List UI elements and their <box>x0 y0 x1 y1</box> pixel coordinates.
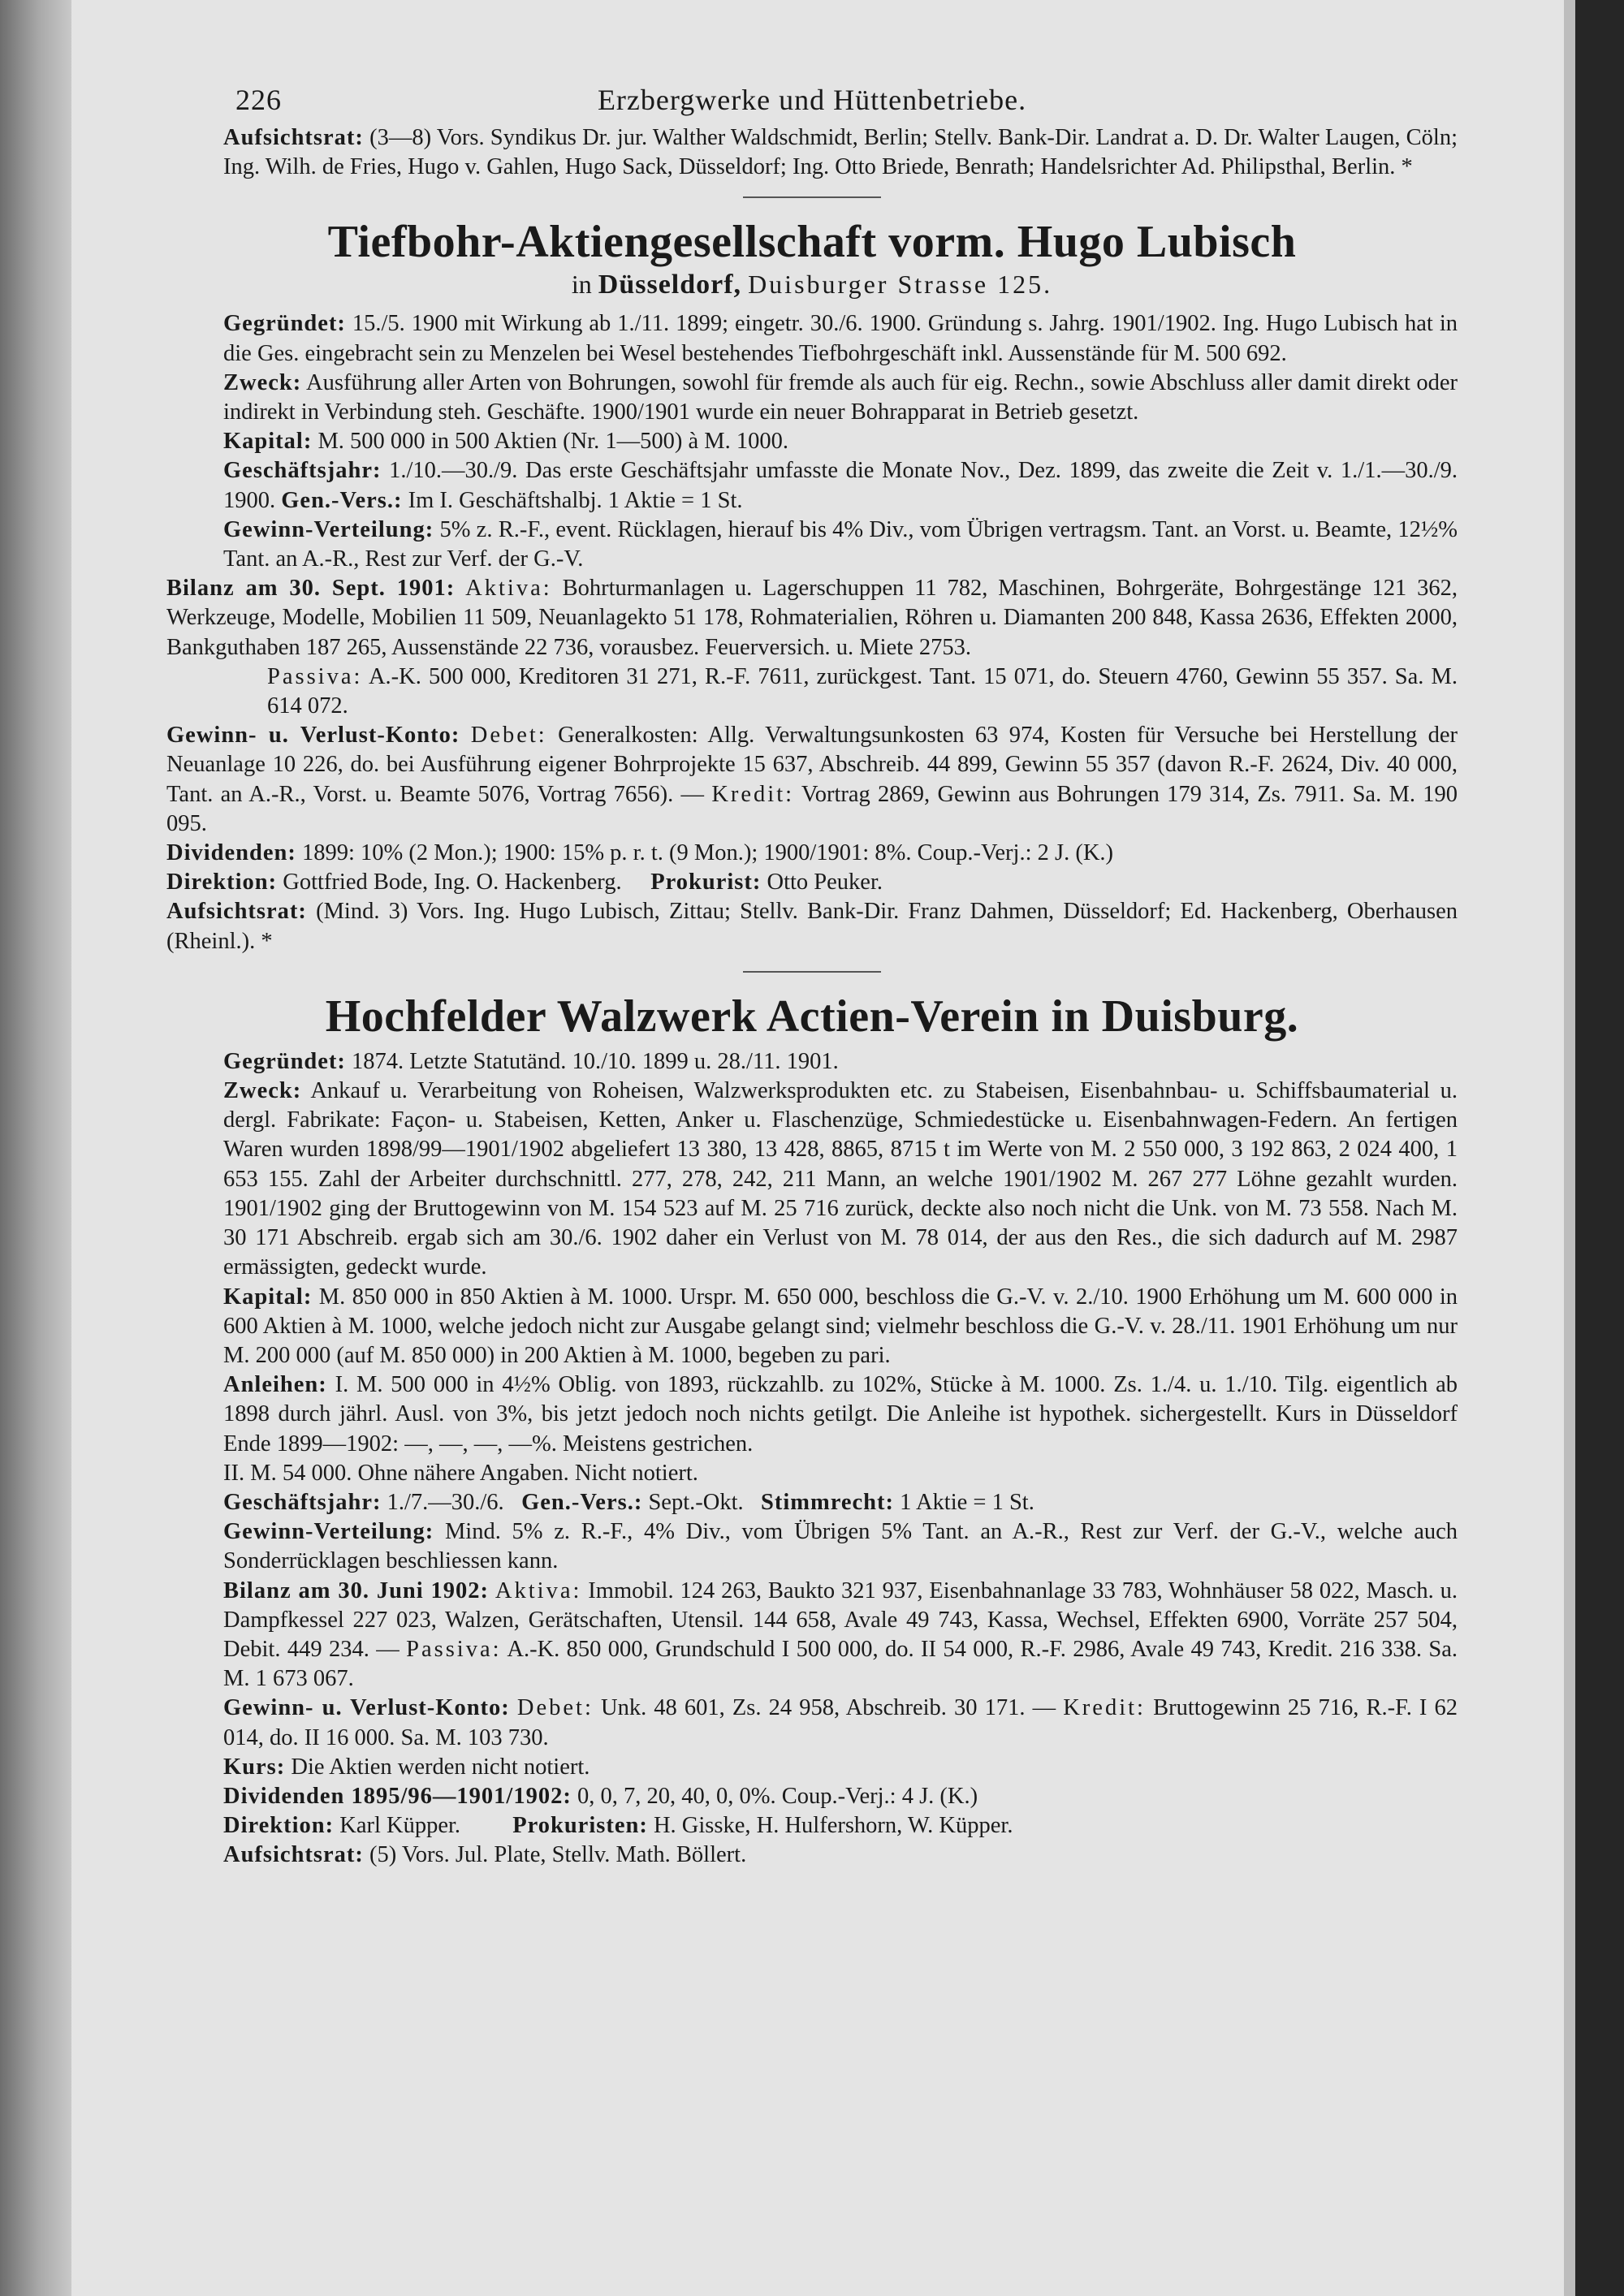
hochfelder-kurs: Kurs: Die Aktien werden nicht notiert. <box>223 1754 590 1780</box>
hochfelder-bilanz: Bilanz am 30. Juni 1902: Aktiva: Immobil. 124 263, Baukto 321 937, Eisenbahnanlage 33 783, Wohnhäuser 58 022, Masch. u. Dampfkessel 227 023, Walzen, Gerätschaften, Utensil. 144 658, Avale 49 743, Kassa, Wechsel, Effekten 6900, Vorräte 257 504, Debit. 449 234. — Passiva: A.-K. 850 000, Grundschuld I 500 000, do. II 54 000, R.-F. 2986, Avale 49 743, Kredit. 216 338. Sa. M. 1 673 067. <box>223 1577 1458 1692</box>
tiefbohr-aufsichtsrat: Aufsichtsrat: (Mind. 3) Vors. Ing. Hugo Lubisch, Zittau; Stellv. Bank-Dir. Franz Dahmen, Düsseldorf; Ed. Hackenberg, Oberhausen (Rheinl.). * <box>166 899 1458 954</box>
tiefbohr-direktion: Direktion: Gottfried Bode, Ing. O. Hackenberg. Prokurist: Otto Peuker. <box>166 870 883 896</box>
company-title-hochfelder: Hochfelder Walzwerk Actien-Verein in Duisburg. <box>325 990 1299 1042</box>
tiefbohr-guv: Gewinn- u. Verlust-Konto: Debet: Generalkosten: Allg. Verwaltungsunkosten 63 974, Kosten für Versuche bei Herstellung der Neuanlage 10 226, do. bei Ausführung eigener Bohrprojekte 15 637, Abschreib. 44 899, Gewinn 55 357 (davon R.-F. 2624, Div. 40 000, Tant. an A.-R., Vorst. u. Beamte 5076, Vortrag 7656). — Kredit: Vortrag 2869, Gewinn aus Bohrungen 179 314, Zs. 7911. Sa. M. 190 095. <box>166 723 1458 836</box>
hochfelder-gewinnverteilung: Gewinn-Verteilung: Mind. 5% z. R.-F., 4% Div., vom Übrigen 5% Tant. an A.-R., Rest zur Verf. der G.-V., welche auch Sonderrücklagen beschliessen kann. <box>223 1519 1458 1574</box>
tiefbohr-gewinnverteilung: Gewinn-Verteilung: 5% z. R.-F., event. Rücklagen, hierauf bis 4% Div., vom Übrigen vertragsm. Tant. an Vorst. u. Beamte, 12½% Tant. an A.-R., Rest zur Verf. der G.-V. <box>223 516 1458 572</box>
hochfelder-anleihen: Anleihen: I. M. 500 000 in 4½% Oblig. von 1893, rückzahlb. zu 102%, Stücke à M. 1000. Zs. 1./4. u. 1./10. Tilg. eigentlich ab 1898 durch jährl. Ausl. von 3%, bis jetzt jedoch noch nichts getilgt. Die Anleihe ist hypothek. sichergestellt. Kurs in Düsseldorf Ende 1899—1902: —, —, —, —%. Meistens gestrichen. <box>223 1372 1458 1457</box>
tiefbohr-dividenden: Dividenden: 1899: 10% (2 Mon.); 1900: 15% p. r. t. (9 Mon.); 1900/1901: 8%. Coup.-Verj.: 2 J. (K.) <box>166 840 1114 866</box>
tiefbohr-kapital: Kapital: M. 500 000 in 500 Aktien (Nr. 1—500) à M. 1000. <box>223 429 788 455</box>
tiefbohr-bilanz-passiva: Passiva: A.-K. 500 000, Kreditoren 31 271, R.-F. 7611, zurückgest. Tant. 15 071, do. Steuern 4760, Gewinn 55 357. Sa. M. 614 072. <box>267 663 1458 719</box>
prev-entry-aufsichtsrat: Aufsichtsrat: (3—8) Vors. Syndikus Dr. jur. Walther Waldschmidt, Berlin; Stellv. Bank-Dir. Landrat a. D. Dr. Walter Laugen, Cöln; Ing. Wilh. de Fries, Hugo v. Gahlen, Hugo Sack, Düsseldorf; Ing. Otto Briede, Benrath; Handelsrichter Ad. Philipsthal, Berlin. * <box>223 125 1458 180</box>
hochfelder-direktion: Direktion: Karl Küpper. Prokuristen: H. Gisske, H. Hulfershorn, W. Küpper. <box>223 1813 1013 1839</box>
running-title: Erzbergwerke und Hüttenbetriebe. <box>597 84 1027 116</box>
tiefbohr-geschaeftsjahr: Geschäftsjahr: 1./10.—30./9. Das erste Geschäftsjahr umfasste die Monate Nov., Dez. 1899, das zweite die Zeit v. 1./1.—30./9. 1900. Gen.-Vers.: Im I. Geschäftshalbj. 1 Aktie = 1 St. <box>223 458 1458 513</box>
hochfelder-geschaeftsjahr: Geschäftsjahr: 1./7.—30./6. Gen.-Vers.: Sept.-Okt. Stimmrecht: 1 Aktie = 1 St. <box>223 1489 1034 1515</box>
page-header <box>166 71 1458 123</box>
scan-right-edge <box>1575 0 1624 2296</box>
section-divider <box>743 971 881 973</box>
section-divider <box>743 196 881 198</box>
hochfelder-gegruendet: Gegründet: 1874. Letzte Statutänd. 10./10. 1899 u. 28./11. 1901. <box>223 1048 839 1074</box>
tiefbohr-bilanz-aktiva: Bilanz am 30. Sept. 1901: Aktiva: Bohrturmanlagen u. Lagerschuppen 11 782, Maschinen, Bohrgeräte, Bohrgestänge 121 362, Werkzeuge, Modelle, Mobilien 11 509, Neuanlagekto 51 178, Rohmaterialien, Röhren u. Diamanten 200 848, Kassa 2636, Effekten 2000, Bankguthaben 187 265, Aussenstände 22 736, vorausbez. Feuerversich. u. Miete 2753. <box>166 576 1458 660</box>
scan-right-gutter <box>1564 0 1575 2296</box>
hochfelder-zweck: Zweck: Ankauf u. Verarbeitung von Roheisen, Walzwerksprodukten etc. zu Stabeisen, Eisenbahnbau- u. Schiffsbaumaterial u. dergl. Fabrikate: Façon- u. Stabeisen, Ketten, Anker u. Flaschenzüge, Schmiedestücke u. Eisenbahnwagen-Federn. An fertigen Waren wurden 1898/99—1901/1902 abgeliefert 13 380, 13 428, 8865, 8715 t im Werte von M. 2 550 000, 3 192 863, 2 024 400, 1 653 155. Zahl der Arbeiter durchschnittl. 277, 278, 242, 211 Mann, an welche 1901/1902 M. 267 277 Löhne gezahlt wurden. 1901/1902 ging der Bruttogewinn von M. 154 523 auf M. 25 716 zurück, deckte also noch nicht die Unk. von M. 73 558. Nach M. 30 171 Abschreib. ergab sich am 30./6. 1902 daher ein Verlust von M. 78 014, der aus den Res., die sich dadurch auf M. 2987 ermässigten, gedeckt wurde. <box>223 1078 1458 1280</box>
scan-left-margin <box>0 0 71 2296</box>
hochfelder-aufsichtsrat: Aufsichtsrat: (5) Vors. Jul. Plate, Stellv. Math. Böllert. <box>223 1842 747 1868</box>
hochfelder-dividenden: Dividenden 1895/96—1901/1902: 0, 0, 7, 20, 40, 0, 0%. Coup.-Verj.: 4 J. (K.) <box>223 1783 978 1809</box>
company-address-tiefbohr: in Düsseldorf, Duisburger Strasse 125. <box>571 270 1053 300</box>
hochfelder-kapital: Kapital: M. 850 000 in 850 Aktien à M. 1000. Urspr. M. 650 000, beschloss die G.-V. v. 2./10. 1900 Erhöhung um M. 600 000 in 600 Aktien à M. 1000, welche jedoch nicht zur Ausgabe gelangt sind; vielmehr beschloss die G.-V. v. 28./11. 1901 Erhöhung um nur M. 200 000 (auf M. 850 000) in 200 Aktien à M. 1000, begeben zu pari. <box>223 1284 1458 1368</box>
company-title-tiefbohr: Tiefbohr-Aktiengesellschaft vorm. Hugo Lubisch <box>327 217 1297 268</box>
tiefbohr-gegruendet: Gegründet: 15./5. 1900 mit Wirkung ab 1./11. 1899; eingetr. 30./6. 1900. Gründung s. Jahrg. 1901/1902. Ing. Hugo Lubisch hat in die Ges. eingebracht sein zu Menzelen bei Wesel bestehendes Tiefbohrgeschäft inkl. Aussenstände für M. 500 692. <box>223 311 1458 366</box>
tiefbohr-zweck: Zweck: Ausführung aller Arten von Bohrungen, sowohl für fremde als auch für eig. Rechn., sowie Abschluss aller damit direkt oder indirekt in Verbindung steh. Geschäfte. 1900/1901 wurde ein neuer Bohrapparat in Betrieb gesetzt. <box>223 369 1458 425</box>
page-number: 226 <box>235 84 282 116</box>
page-content <box>166 71 1458 1871</box>
hochfelder-anleihen-2: II. M. 54 000. Ohne nähere Angaben. Nicht notiert. <box>223 1460 698 1486</box>
hochfelder-guv: Gewinn- u. Verlust-Konto: Debet: Unk. 48 601, Zs. 24 958, Abschreib. 30 171. — Kredit: Bruttogewinn 25 716, R.-F. I 62 014, do. II 16 000. Sa. M. 103 730. <box>223 1695 1458 1750</box>
